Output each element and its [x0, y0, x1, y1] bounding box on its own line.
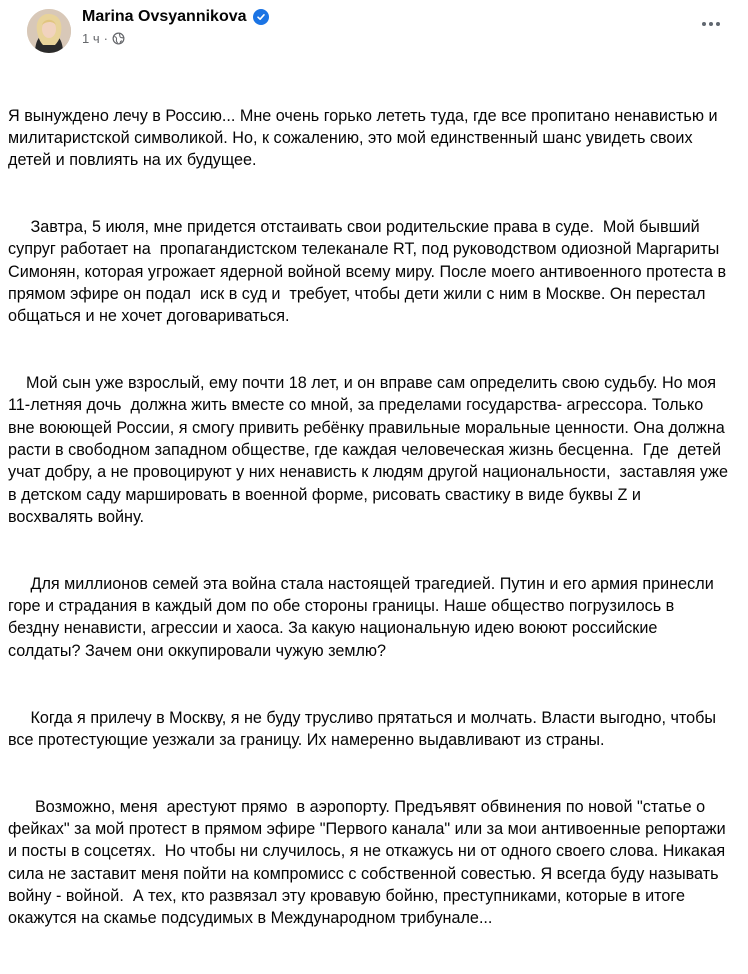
post-header	[18, 0, 734, 58]
post-paragraph-3: Мой сын уже взрослый, ему почти 18 лет, и он вправе сам определить свою судьбу. Но моя 11-летняя дочь должна жить вместе со мной, за пределами государства- агрессора. Только вне воюющей России, я смогу привить ребёнку правильные моральные ценности. Она должна расти в свободном западном обществе, где каждая человеческая жизнь бесценна. Где детей учат добру, а не провоцируют у них ненависть к людям другой национальности, заставляя уже в детском саду маршировать в военной форме, рисовать свастику в виде буквы Z и восхвалять войну.	[8, 374, 733, 526]
post-paragraph-4: Для миллионов семей эта война стала настоящей трагедией. Путин и его армия принесли горе и страдания в каждый дом по обе стороны границы. Наше общество погрузилось в бездну ненависти, агрессии и хаоса. За какую национальную идею воюют российские солдаты? Зачем они оккупировали чужую землю?	[8, 574, 719, 660]
post-body	[8, 60, 733, 974]
post-paragraph-2: Завтра, 5 июля, мне придется отстаивать свои родительские права в суде. Мой бывший супруг работает на пропагандистском телеканале RT, под руководством одиозной Маргариты Симонян, которая угрожает ядерной войной всему миру. После моего антивоенного протеста в прямом эфире он подал иск в суд и требует, чтобы дети жили с ним в Москве. Он перестал общаться и не хочет договариваться.	[8, 218, 731, 326]
globe-icon	[112, 32, 125, 45]
author-line	[82, 8, 269, 26]
post-paragraph-5: Когда я прилечу в Москву, я не буду трусливо прятаться и молчать. Власти выгодно, чтобы все протестующие уезжали за границу. Их намеренно выдавливают из страны.	[8, 708, 721, 749]
post-time[interactable]: 1 ч	[82, 31, 100, 46]
meta-separator: ·	[103, 31, 108, 46]
post-meta	[82, 31, 125, 46]
post-paragraph-1: Я вынуждено лечу в Россию... Мне очень горько лететь туда, где все пропитано ненавистью и милитаристской символикой. Но, к сожалению, это мой единственный шанс увидеть своих детей и повлиять на их будущее.	[8, 106, 723, 170]
post-paragraph-6: Возможно, меня арестуют прямо в аэропорту. Предъявят обвинения по новой "статье о фейках" за мой протест в прямом эфире "Первого канала" или за мои антивоенные репортажи и посты в соцсетях. Но чтобы ни случилось, я не откажусь ни от одного своего слова. Никакая сила не заставит меня пойти на компромисс с собственной совестью. Я всегда буду называть войну - войной. А тех, кто развязал эту кровавую бойню, преступниками, которые в итоге окажутся на скамье подсудимых в Международном трибунале...	[8, 797, 731, 928]
author-name[interactable]: Marina Ovsyannikova	[82, 8, 247, 25]
author-avatar[interactable]	[27, 9, 71, 53]
avatar-image-icon	[27, 9, 71, 53]
verified-badge-icon	[253, 9, 269, 25]
more-options-icon[interactable]	[696, 14, 726, 34]
